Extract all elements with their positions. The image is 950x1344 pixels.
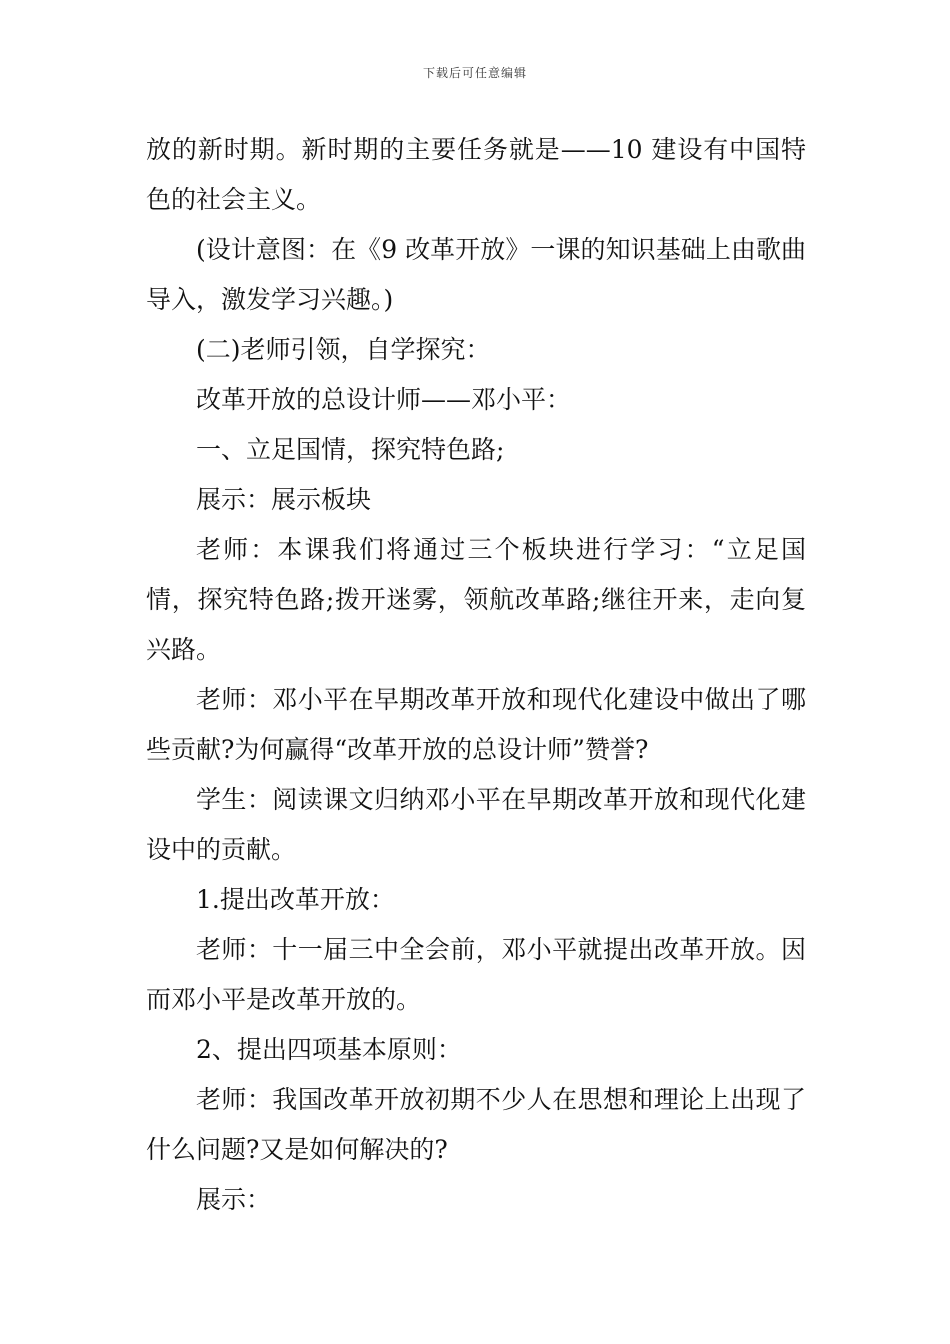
paragraph: 1.提出改革开放： bbox=[196, 885, 395, 914]
paragraph: 改革开放的总设计师——邓小平： bbox=[196, 385, 572, 414]
paragraph: 老师：邓小平在早期改革开放和现代化建设中做出了哪些贡献?为何赢得“改革开放的总设计师”赞誉? bbox=[146, 685, 806, 764]
paragraph: 2、提出四项基本原则： bbox=[196, 1035, 462, 1064]
document-body bbox=[146, 125, 806, 1225]
paragraph: 展示：展示板块 bbox=[196, 485, 372, 514]
paragraph: 老师：我国改革开放初期不少人在思想和理论上出现了什么问题?又是如何解决的? bbox=[146, 1085, 806, 1164]
paragraph: 老师：本课我们将通过三个板块进行学习：“立足国情，探究特色路;拨开迷雾，领航改革路;继往开来，走向复兴路。 bbox=[146, 535, 806, 664]
paragraph: 放的新时期。新时期的主要任务就是——10 建设有中国特色的社会主义。 bbox=[146, 135, 806, 214]
paragraph: (二)老师引领，自学探究： bbox=[196, 335, 491, 364]
page-header: 下载后可任意编辑 bbox=[422, 66, 527, 80]
paragraph: 一、立足国情，探究特色路; bbox=[196, 435, 505, 464]
paragraph: (设计意图：在《9 改革开放》一课的知识基础上由歌曲导入，激发学习兴趣。) bbox=[146, 235, 806, 314]
paragraph: 展示： bbox=[196, 1185, 272, 1214]
paragraph: 学生：阅读课文归纳邓小平在早期改革开放和现代化建设中的贡献。 bbox=[146, 785, 806, 864]
paragraph: 老师：十一届三中全会前，邓小平就提出改革开放。因而邓小平是改革开放的。 bbox=[146, 935, 806, 1014]
